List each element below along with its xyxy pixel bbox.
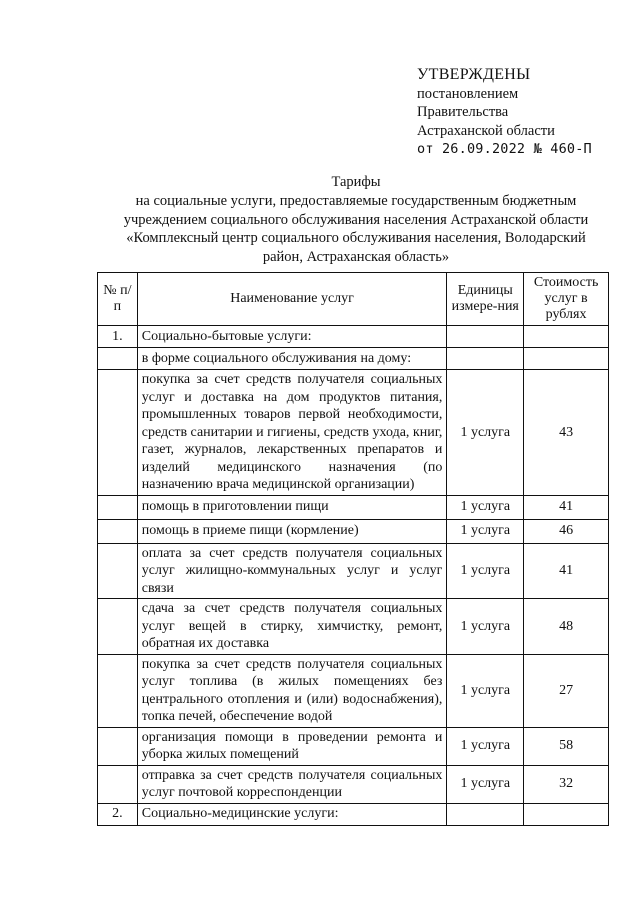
row-unit: 1 услуга [447,727,524,765]
row-cost [524,348,609,370]
table-row [98,599,609,655]
document-subtitle-line-3: «Комплексный центр социального обслуживания населения, Володарский [126,230,586,247]
row-unit: 1 услуга [447,654,524,727]
row-cost: 41 [524,543,609,599]
row-number [98,654,138,727]
row-service-name: помощь в приготовлении пищи [137,495,447,519]
table-row [98,654,609,727]
header-unit: Единицы измере-ния [447,273,524,326]
approval-stamp [417,66,632,159]
document-subtitle-line-2: учреждением социального обслуживания населения Астраханской области [123,211,589,228]
row-number [98,348,138,370]
row-number [98,543,138,599]
row-cost: 46 [524,519,609,543]
row-unit: 1 услуга [447,599,524,655]
document-subtitle-line-4: район, Астраханская область» [262,249,450,266]
table-row [98,519,609,543]
approval-line-3: Астраханской области [417,122,555,139]
row-number: 2. [98,803,138,825]
table-row [98,543,609,599]
row-number [98,599,138,655]
table-row [98,727,609,765]
row-cost: 41 [524,495,609,519]
approval-line-1: постановлением [417,85,519,102]
row-number [98,370,138,496]
header-cost: Стоимость услуг в рублях [524,273,609,326]
row-number [98,495,138,519]
row-cost [524,326,609,348]
approval-date-number: от 26.09.2022 № 460-П [417,141,592,157]
table-row [98,495,609,519]
table-row [98,370,609,496]
row-unit: 1 услуга [447,543,524,599]
table-row [98,803,609,825]
document-subtitle-line-1: на социальные услуги, предоставляемые государственным бюджетным [135,192,577,209]
row-service-name: Социально-медицинские услуги: [137,803,447,825]
row-unit: 1 услуга [447,765,524,803]
row-service-name: покупка за счет средств получателя социальных услуг и доставка на дом продуктов питания, промышленных товаров первой необходимости, средств санитарии и гигиены, средств ухода, книг, газет, журналов, лекарственных препаратов и изделий медицинского назначения (по назначению врача медицинской организации) [137,370,447,496]
row-service-name: Социально-бытовые услуги: [137,326,447,348]
header-number: № п/п [98,273,138,326]
row-unit: 1 услуга [447,519,524,543]
row-number [98,765,138,803]
row-service-name: организация помощи в проведении ремонта и уборка жилых помещений [137,727,447,765]
row-unit [447,348,524,370]
row-service-name: оплата за счет средств получателя социальных услуг жилищно-коммунальных услуг и услуг связи [137,543,447,599]
row-unit [447,803,524,825]
row-cost: 48 [524,599,609,655]
row-service-name: покупка за счет средств получателя социальных услуг топлива (в жилых помещениях без центрального отопления и (или) водоснабжения), топка печей, обеспечение водой [137,654,447,727]
approval-heading: УТВЕРЖДЕНЫ [417,66,531,83]
row-number [98,519,138,543]
row-unit: 1 услуга [447,495,524,519]
row-number [98,727,138,765]
row-service-name: отправка за счет средств получателя социальных услуг почтовой корреспонденции [137,765,447,803]
row-cost [524,803,609,825]
row-unit: 1 услуга [447,370,524,496]
header-service-name: Наименование услуг [137,273,447,326]
row-service-name: сдача за счет средств получателя социальных услуг вещей в стирку, химчистку, ремонт, обратная их доставка [137,599,447,655]
row-cost: 27 [524,654,609,727]
row-number: 1. [98,326,138,348]
table-row [98,765,609,803]
row-service-name: помощь в приеме пищи (кормление) [137,519,447,543]
row-cost: 32 [524,765,609,803]
row-unit [447,326,524,348]
row-cost: 58 [524,727,609,765]
approval-line-2: Правительства [417,104,509,120]
tariffs-table [97,272,609,826]
row-cost: 43 [524,370,609,496]
table-row [98,326,609,348]
document-title: Тарифы [331,174,381,190]
table-header-row [98,273,609,326]
document-title-block [100,173,612,267]
table-row [98,348,609,370]
row-service-name: в форме социального обслуживания на дому: [137,348,447,370]
